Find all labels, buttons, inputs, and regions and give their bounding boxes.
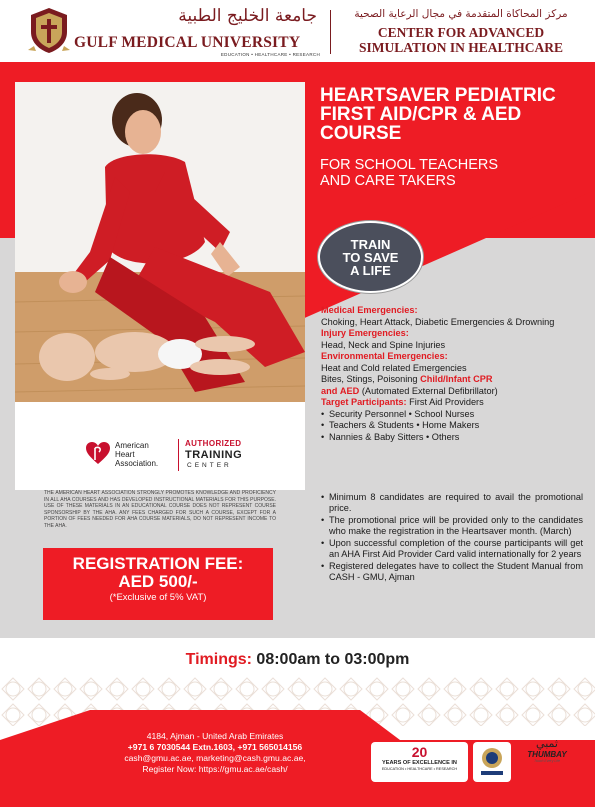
university-name-arabic: جامعة الخليج الطبية [178, 6, 317, 26]
aha-name-line2: Heart [115, 450, 135, 459]
medical-text: Choking, Heart Attack, Diabetic Emergencies & Drowning [321, 316, 555, 327]
aed-label: AED [339, 385, 360, 396]
center-name [338, 25, 584, 55]
center-name-line2: SIMULATION IN HEALTHCARE [358, 40, 564, 55]
participant-item: • Security Personnel • School Nurses [321, 409, 583, 421]
target-first: First Aid Providers [409, 397, 484, 407]
center-name-arabic: مركز المحاكاة المتقدمة في مجال الرعاية الصحية [354, 8, 568, 20]
note-item: • Registered delegates have to collect the Student Manual from CASH - GMU, Ajman [321, 561, 583, 583]
register-link[interactable]: Register Now: https://gmu.ac.ae/cash/ [142, 764, 288, 774]
cpr-training-photo [15, 82, 305, 402]
child-cpr-label: Child/Infant CPR [420, 374, 493, 384]
university-name: GULF MEDICAL UNIVERSITY [74, 34, 301, 51]
badge-line2: TO SAVE [342, 249, 399, 265]
aha-heart-icon [85, 441, 111, 465]
note-item: • The promotional price will be provided only to the candidates who make the registration in the Heartsaver month. (March) [321, 515, 583, 537]
aha-disclaimer: THE AMERICAN HEART ASSOCIATION STRONGLY PROMOTES KNOWLEDGE AND PROFICIENCY IN ALL AHA COURSES AND HAS DEVELOPED INSTRUCTIONAL MATERIALS FOR THIS PURPOSE. USE OF THESE MATERIALS IN AN EDUCATIONAL COURSE DOES NOT REPRESENT COURSE SPONSORSHIP BY THE AHA. ANY FEES CHARGED FOR SUCH A COURSE, EXCEPT FOR A PORTION OF FEES NEEDED FOR AHA COURSE MATERIALS, DO NOT REPRESENT INCOME TO THE AHA. [44, 490, 276, 529]
badge-line1: TRAIN [350, 236, 391, 252]
aha-name-line3: Association. [115, 459, 159, 468]
aha-name-line1: American [115, 441, 149, 450]
course-title-line3: COURSE [320, 123, 402, 144]
timings-value: 08:00am to 03:00pm [256, 651, 410, 668]
target-heading: Target Participants: [321, 397, 407, 407]
fee-label: REGISTRATION FEE: [72, 554, 244, 573]
and-label: and [321, 385, 338, 396]
authorized-label: AUTHORIZED [185, 439, 242, 448]
email-text[interactable]: cash@gmu.ac.ae, marketing@cash.gmu.ac.ae, [124, 753, 306, 763]
bites-text: Bites, Stings, Poisoning [321, 374, 418, 384]
header [0, 0, 595, 62]
course-title [320, 86, 588, 143]
thumbay-tagline: Touch Every Life [534, 759, 560, 763]
years-number: 20 [411, 744, 428, 760]
aha-authorized-logo [15, 437, 305, 477]
course-title-line1: HEARTSAVER PEDIATRIC [320, 85, 556, 106]
course-details [321, 305, 583, 443]
center-label: CENTER [187, 462, 232, 469]
course-subtitle [320, 157, 588, 189]
participant-item: • Teachers & Students • Home Makers [321, 420, 583, 432]
center-name-line1: CENTER FOR ADVANCED [377, 25, 545, 40]
notes-list [321, 492, 583, 584]
medical-heading: Medical Emergencies: [321, 305, 418, 315]
participant-item: • Nannies & Baby Sitters • Others [321, 432, 583, 444]
participants-list [321, 409, 583, 444]
years-line1: YEARS OF EXCELLENCE IN [382, 760, 457, 766]
aed-line [321, 386, 583, 398]
course-title-line2: FIRST AID/CPR & AED [320, 104, 522, 125]
course-subtitle-line1: FOR SCHOOL TEACHERS [320, 157, 499, 173]
environmental-heading: Environmental Emergencies: [321, 351, 448, 361]
training-label: TRAINING [185, 449, 243, 461]
note-item: • Minimum 8 candidates are required to avail the promotional price. [321, 492, 583, 514]
header-divider [330, 10, 331, 54]
thumbay-logo [512, 737, 582, 763]
gmu-crest-logo [28, 6, 70, 54]
gold-seal-icon [473, 742, 511, 782]
train-to-save-badge [318, 221, 423, 293]
gold-accreditation-icon [473, 742, 511, 782]
address-text: 4184, Ajman - United Arab Emirates [146, 731, 284, 741]
aha-name [115, 441, 185, 468]
note-item: • Upon successful completion of the course participants will get an AHA First Aid Provider Card valid internationally for 2 years [321, 538, 583, 560]
aha-divider [178, 439, 179, 471]
thumbay-name: THUMBAY [527, 750, 567, 759]
fee-note: (*Exclusive of 5% VAT) [109, 592, 207, 603]
injury-text: Head, Neck and Spine Injuries [321, 339, 446, 350]
environmental-text: Heat and Cold related Emergencies [321, 362, 467, 373]
course-subtitle-line2: AND CARE TAKERS [320, 173, 456, 189]
contact-info [90, 731, 340, 775]
badge-line3: A LIFE [350, 262, 391, 278]
bites-line [321, 374, 583, 386]
target-line [321, 397, 583, 409]
timings [0, 651, 595, 669]
university-tagline: EDUCATION • HEALTHCARE • RESEARCH [220, 52, 320, 57]
thumbay-arabic: ثمبي [536, 737, 558, 750]
injury-heading: Injury Emergencies: [321, 328, 409, 338]
timings-label: Timings: [185, 651, 252, 668]
registration-fee-box [43, 548, 273, 620]
phone-text: +971 6 7030544 Extn.1603, +971 565014156 [127, 742, 303, 752]
aed-text: (Automated External Defibrillator) [361, 385, 498, 396]
fee-amount: AED 500/- [118, 572, 198, 591]
years-line2: EDUCATION • HEALTHCARE • RESEARCH [381, 767, 458, 771]
photo-panel [15, 82, 305, 490]
twenty-years-badge [371, 742, 468, 782]
